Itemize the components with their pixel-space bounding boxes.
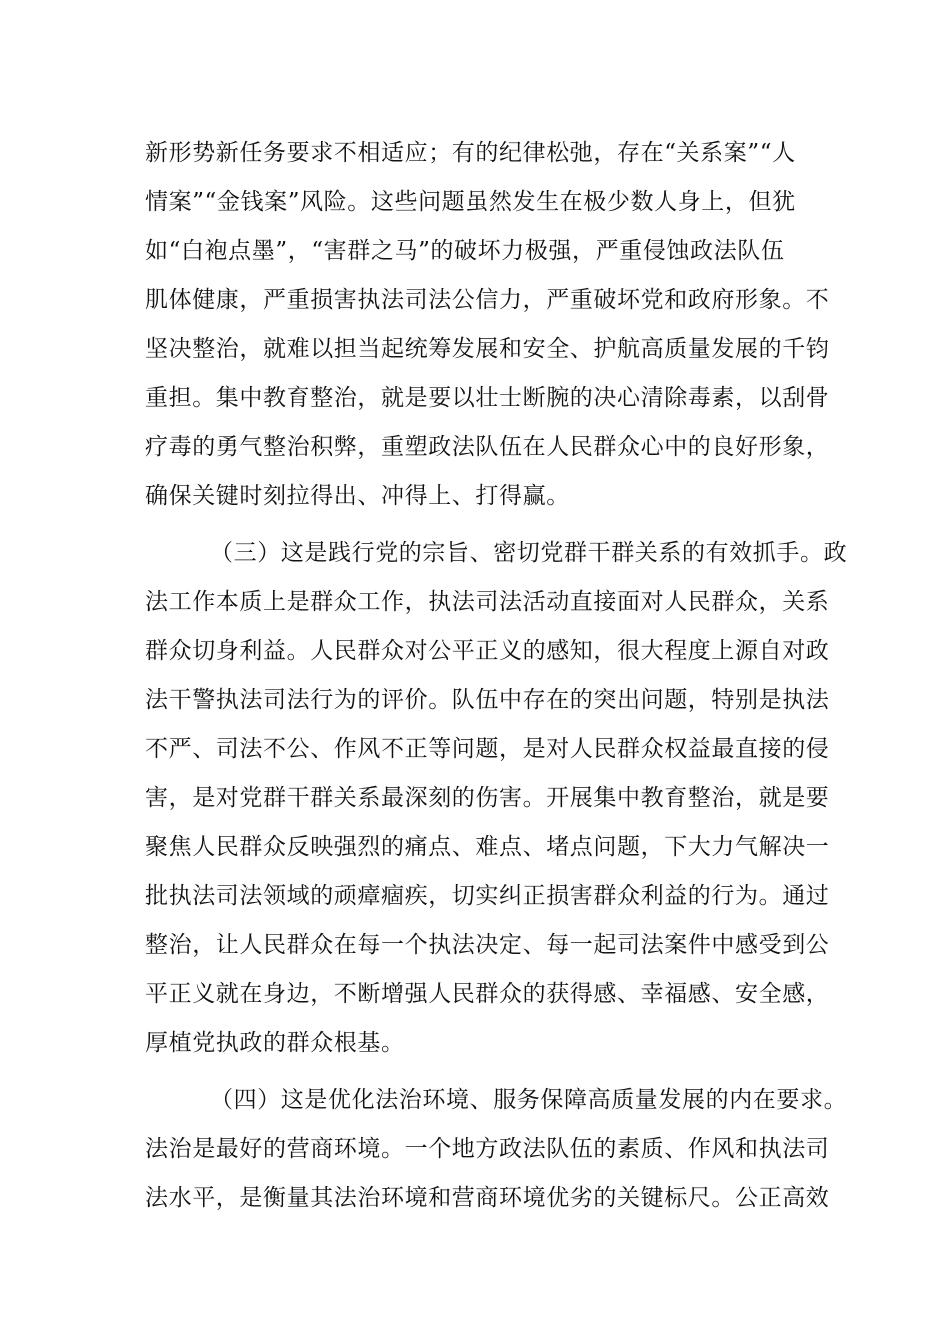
section-heading-4: （四）这是优化法治环境、服务保障高质量发展的内在要求。 bbox=[210, 1087, 848, 1113]
text-line: 情案”“金钱案”风险。这些问题虽然发生在极少数人身上，但犹 bbox=[145, 189, 796, 215]
text-line: 批执法司法领域的顽瘴痼疾，切实纠正损害群众利益的行为。通过 bbox=[145, 883, 830, 909]
text-line: 新形势新任务要求不相适应；有的纪律松弛，存在“关系案”“人 bbox=[145, 140, 796, 166]
text-line: 确保关键时刻拉得出、冲得上、打得赢。 bbox=[145, 483, 570, 509]
section-heading-3: （三）这是践行党的宗旨、密切党群干群关系的有效抓手。政 bbox=[210, 540, 848, 566]
text-line: 疗毒的勇气整治积弊，重塑政法队伍在人民群众心中的良好形象， bbox=[145, 434, 830, 460]
text-line: 害，是对党群干群关系最深刻的伤害。开展集中教育整治，就是要 bbox=[145, 785, 830, 811]
text-line: 厚植党执政的群众根基。 bbox=[145, 1030, 405, 1056]
text-line: 平正义就在身边，不断增强人民群众的获得感、幸福感、安全感， bbox=[145, 981, 830, 1007]
text-line: 不严、司法不公、作风不正等问题，是对人民群众权益最直接的侵 bbox=[145, 736, 830, 762]
text-line: 法治是最好的营商环境。一个地方政法队伍的素质、作风和执法司 bbox=[145, 1136, 830, 1162]
text-line: 群众切身利益。人民群众对公平正义的感知，很大程度上源自对政 bbox=[145, 638, 830, 664]
text-line: 肌体健康，严重损害执法司法公信力，严重破坏党和政府形象。不 bbox=[145, 287, 830, 313]
text-line: 坚决整治，就难以担当起统筹发展和安全、护航高质量发展的千钧 bbox=[145, 336, 830, 362]
text-line: 聚焦人民群众反映强烈的痛点、难点、堵点问题，下大力气解决一 bbox=[145, 834, 830, 860]
text-line: 整治，让人民群众在每一个执法决定、每一起司法案件中感受到公 bbox=[145, 932, 830, 958]
text-line: 法水平，是衡量其法治环境和营商环境优劣的关键标尺。公正高效 bbox=[145, 1185, 830, 1211]
text-line: 法工作本质上是群众工作，执法司法活动直接面对人民群众，关系 bbox=[145, 589, 830, 615]
text-line: 如“白袍点墨”，“害群之马”的破坏力极强，严重侵蚀政法队伍 bbox=[145, 238, 785, 264]
text-line: 法干警执法司法行为的评价。队伍中存在的突出问题，特别是执法 bbox=[145, 687, 830, 713]
text-line: 重担。集中教育整治，就是要以壮士断腕的决心清除毒素，以刮骨 bbox=[145, 385, 830, 411]
